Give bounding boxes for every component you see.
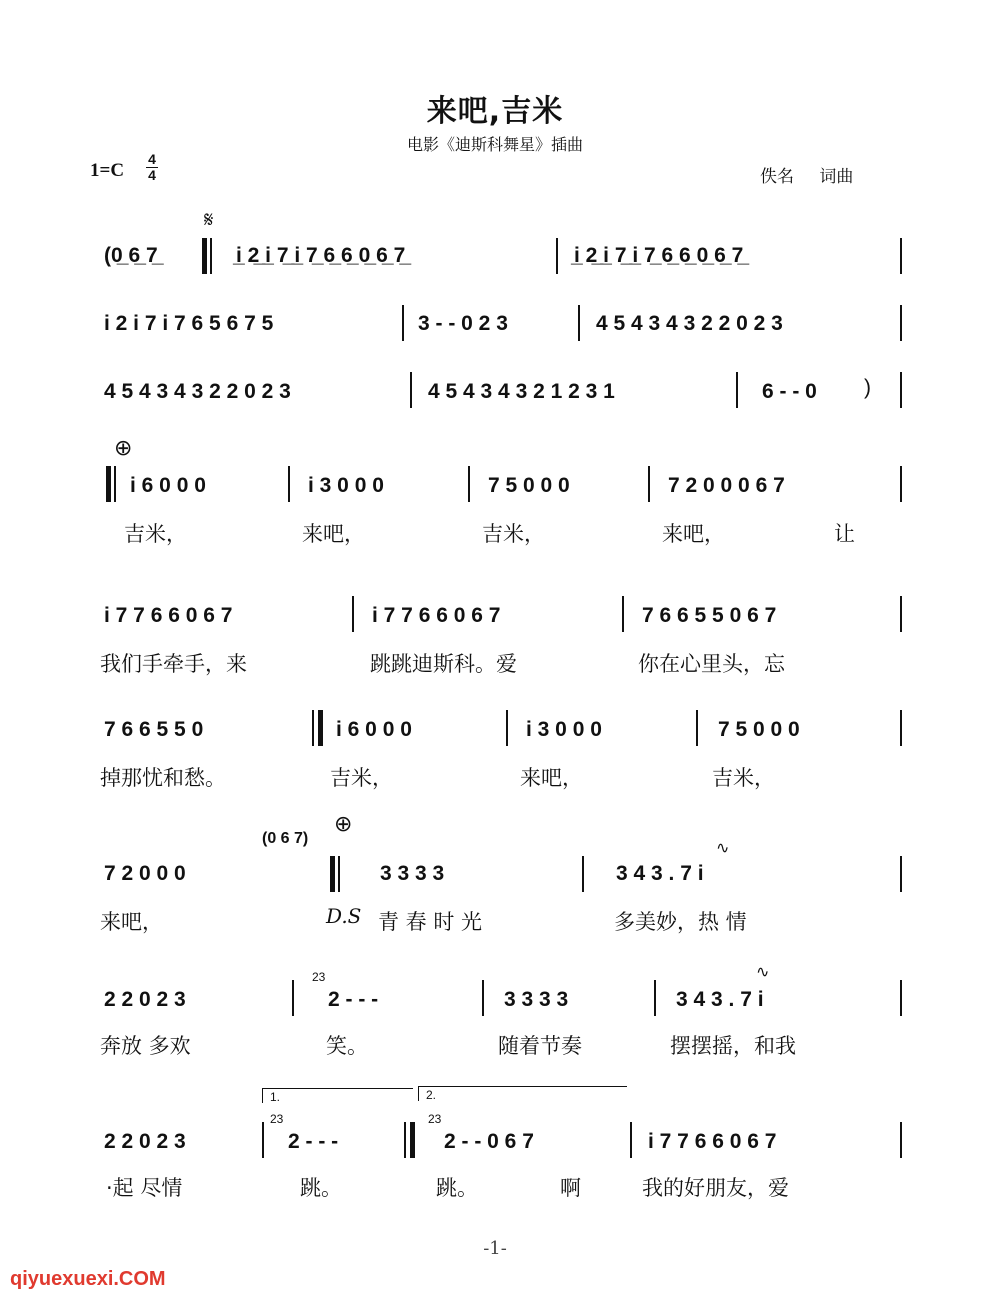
barline [900, 856, 902, 892]
barline [736, 372, 738, 408]
barline [900, 372, 902, 408]
lyric-row9-4: 啊 [560, 1176, 581, 1200]
grace-notes: 23 [428, 1112, 442, 1126]
lyric-row7-3: 多美妙，热 情 [614, 910, 747, 934]
notes-row4-m2: i 3 0 0 0 [308, 474, 384, 497]
lyric-row4-1: 吉米， [124, 522, 187, 546]
barline [482, 980, 484, 1016]
lyric-row8-4: 摆摆摇，和我 [670, 1034, 796, 1058]
notes-row9-m1: 2 2 0 2 3 [104, 1130, 186, 1153]
barline [900, 710, 902, 746]
notes-row2-m2: 3 - - 0 2 3 [418, 312, 508, 335]
coda-icon: ⊕ [334, 812, 353, 837]
notes-row9-m4: i 7 7 6 6 0 6 7 [648, 1130, 777, 1153]
notes-row5-m2: i 7 7 6 6 0 6 7 [372, 604, 501, 627]
page-number: -1- [483, 1238, 507, 1259]
grace-notes: 23 [312, 970, 326, 984]
lyric-row9-2: 跳。 [300, 1176, 342, 1200]
barline [696, 710, 698, 746]
notes-row1-intro: (0̲ 6̲ 7̲ [104, 244, 158, 267]
notes-row4-m1: i 6 0 0 0 [130, 474, 206, 497]
lyric-row6-4: 吉米， [712, 766, 775, 790]
notes-row6-m1: 7 6 6 5 5 0 [104, 718, 204, 741]
notes-row8-m2: 2 - - - [328, 988, 379, 1011]
notes-row7-m2: 3 3 3 3 [380, 862, 445, 885]
barline [900, 1122, 902, 1158]
segno-icon: 𝄋 [204, 208, 214, 233]
barline [622, 596, 624, 632]
barline [556, 238, 558, 274]
lyric-row4-5: 让 [834, 522, 855, 546]
notes-row1-m2: i̲ 2̲ i̲ 7̲ i̲ 7̲ 6̲ 6̲ 0̲ 6̲ 7̲ [574, 244, 744, 267]
volta-bracket-1 [262, 1088, 413, 1103]
barline [404, 1122, 406, 1158]
time-signature [146, 152, 158, 183]
barline [288, 466, 290, 502]
lyric-row5-3: 你在心里头，忘 [638, 652, 785, 676]
barline [292, 980, 294, 1016]
lyric-row5-1: 我们手牵手，来 [100, 652, 247, 676]
notes-row3-m2: 4 5 4 3 4 3 2 1 2 3 1 [428, 380, 615, 403]
ds-marking: D.S [326, 904, 362, 928]
notes-row8-m1: 2 2 0 2 3 [104, 988, 186, 1011]
close-paren: ) [864, 376, 871, 399]
coda-icon: ⊕ [114, 436, 133, 461]
barline [262, 1122, 264, 1158]
volta-label-1: 1. [270, 1090, 281, 1104]
barline [338, 856, 340, 892]
repeat-start-bar [106, 466, 111, 502]
barline [506, 710, 508, 746]
notes-row5-m3: 7 6 6 5 5 0 6 7 [642, 604, 777, 627]
notes-row7-m3: 3 4 3 . 7 i [616, 862, 704, 885]
barline [114, 466, 116, 502]
barline [312, 710, 314, 746]
barline [900, 305, 902, 341]
notes-row3-m1: 4 5 4 3 4 3 2 2 0 2 3 [104, 380, 291, 403]
song-subtitle: 电影《迪斯科舞星》插曲 [406, 135, 583, 154]
barline [210, 238, 212, 274]
barline [352, 596, 354, 632]
time-top: 4 [148, 151, 156, 167]
lyric-row9-1: ·起 尽情 [106, 1176, 183, 1200]
barline [468, 466, 470, 502]
lyric-row8-1: 奔放 多欢 [100, 1034, 191, 1058]
volta-label-2: 2. [426, 1088, 437, 1102]
lyric-row9-5: 我的好朋友，爱 [642, 1176, 789, 1200]
notes-row8-m3: 3 3 3 3 [504, 988, 569, 1011]
lyric-row9-3: 跳。 [436, 1176, 478, 1200]
lyric-row4-2: 来吧， [302, 522, 365, 546]
volta-bracket-2 [418, 1086, 627, 1101]
lyric-row4-4: 来吧， [662, 522, 725, 546]
time-bottom: 4 [148, 167, 156, 183]
barline [900, 238, 902, 274]
watermark: qiyuexuexi.COM [10, 1268, 166, 1290]
lyric-row6-1: 掉那忧和愁。 [100, 766, 226, 790]
barline [582, 856, 584, 892]
notes-row2-m3: 4 5 4 3 4 3 2 2 0 2 3 [596, 312, 783, 335]
notes-row8-m4: 3 4 3 . 7 i [676, 988, 764, 1011]
notes-row7-m1: 7 2 0 0 0 [104, 862, 186, 885]
notes-row5-m1: i 7 7 6 6 0 6 7 [104, 604, 233, 627]
lyric-row4-3: 吉米， [482, 522, 545, 546]
repeat-end-bar [410, 1122, 415, 1158]
barline [654, 980, 656, 1016]
barline [402, 305, 404, 341]
repeat-start-bar [202, 238, 207, 274]
lyric-row8-3: 随着节奏 [498, 1034, 582, 1058]
notes-row6-m4: 7 5 0 0 0 [718, 718, 800, 741]
lyric-row6-2: 吉米， [330, 766, 393, 790]
barline [648, 466, 650, 502]
repeat-start-bar [330, 856, 335, 892]
lyric-row7-1: 来吧， [100, 910, 163, 934]
mordent-icon: ∿ [716, 838, 730, 857]
credit: 佚名 词曲 [760, 167, 854, 187]
lyric-row8-2: 笑。 [326, 1034, 368, 1058]
barline [900, 596, 902, 632]
lyric-row6-3: 来吧， [520, 766, 583, 790]
barline [900, 980, 902, 1016]
notes-row3-m3: 6 - - 0 [762, 380, 817, 403]
notes-row6-m3: i 3 0 0 0 [526, 718, 602, 741]
notes-row4-m3: 7 5 0 0 0 [488, 474, 570, 497]
lyric-row5-2: 跳跳迪斯科。爱 [370, 652, 517, 676]
notes-row4-m4: 7 2 0 0 0 6 7 [668, 474, 785, 497]
notes-row9-m3: 2 - - 0 6 7 [444, 1130, 534, 1153]
notes-row9-m2: 2 - - - [288, 1130, 339, 1153]
barline [410, 372, 412, 408]
barline [900, 466, 902, 502]
lyric-row7-2: 青 春 时 光 [378, 910, 483, 934]
song-title: 来吧,吉米 [426, 94, 564, 129]
notes-row2-m1: i 2 i 7 i 7 6 5 6 7 5 [104, 312, 274, 335]
notes-row6-m2: i 6 0 0 0 [336, 718, 412, 741]
barline [630, 1122, 632, 1158]
barline [578, 305, 580, 341]
grace-notes: 23 [270, 1112, 284, 1126]
notes-row1-m1: i̲ 2̲ i̲ 7̲ i̲ 7̲ 6̲ 6̲ 0̲ 6̲ 7̲ [236, 244, 406, 267]
notes-row7-paren: (0 6 7) [262, 830, 309, 847]
key-signature: 1=C [90, 160, 125, 181]
mordent-icon: ∿ [756, 962, 770, 981]
repeat-end-bar [318, 710, 323, 746]
